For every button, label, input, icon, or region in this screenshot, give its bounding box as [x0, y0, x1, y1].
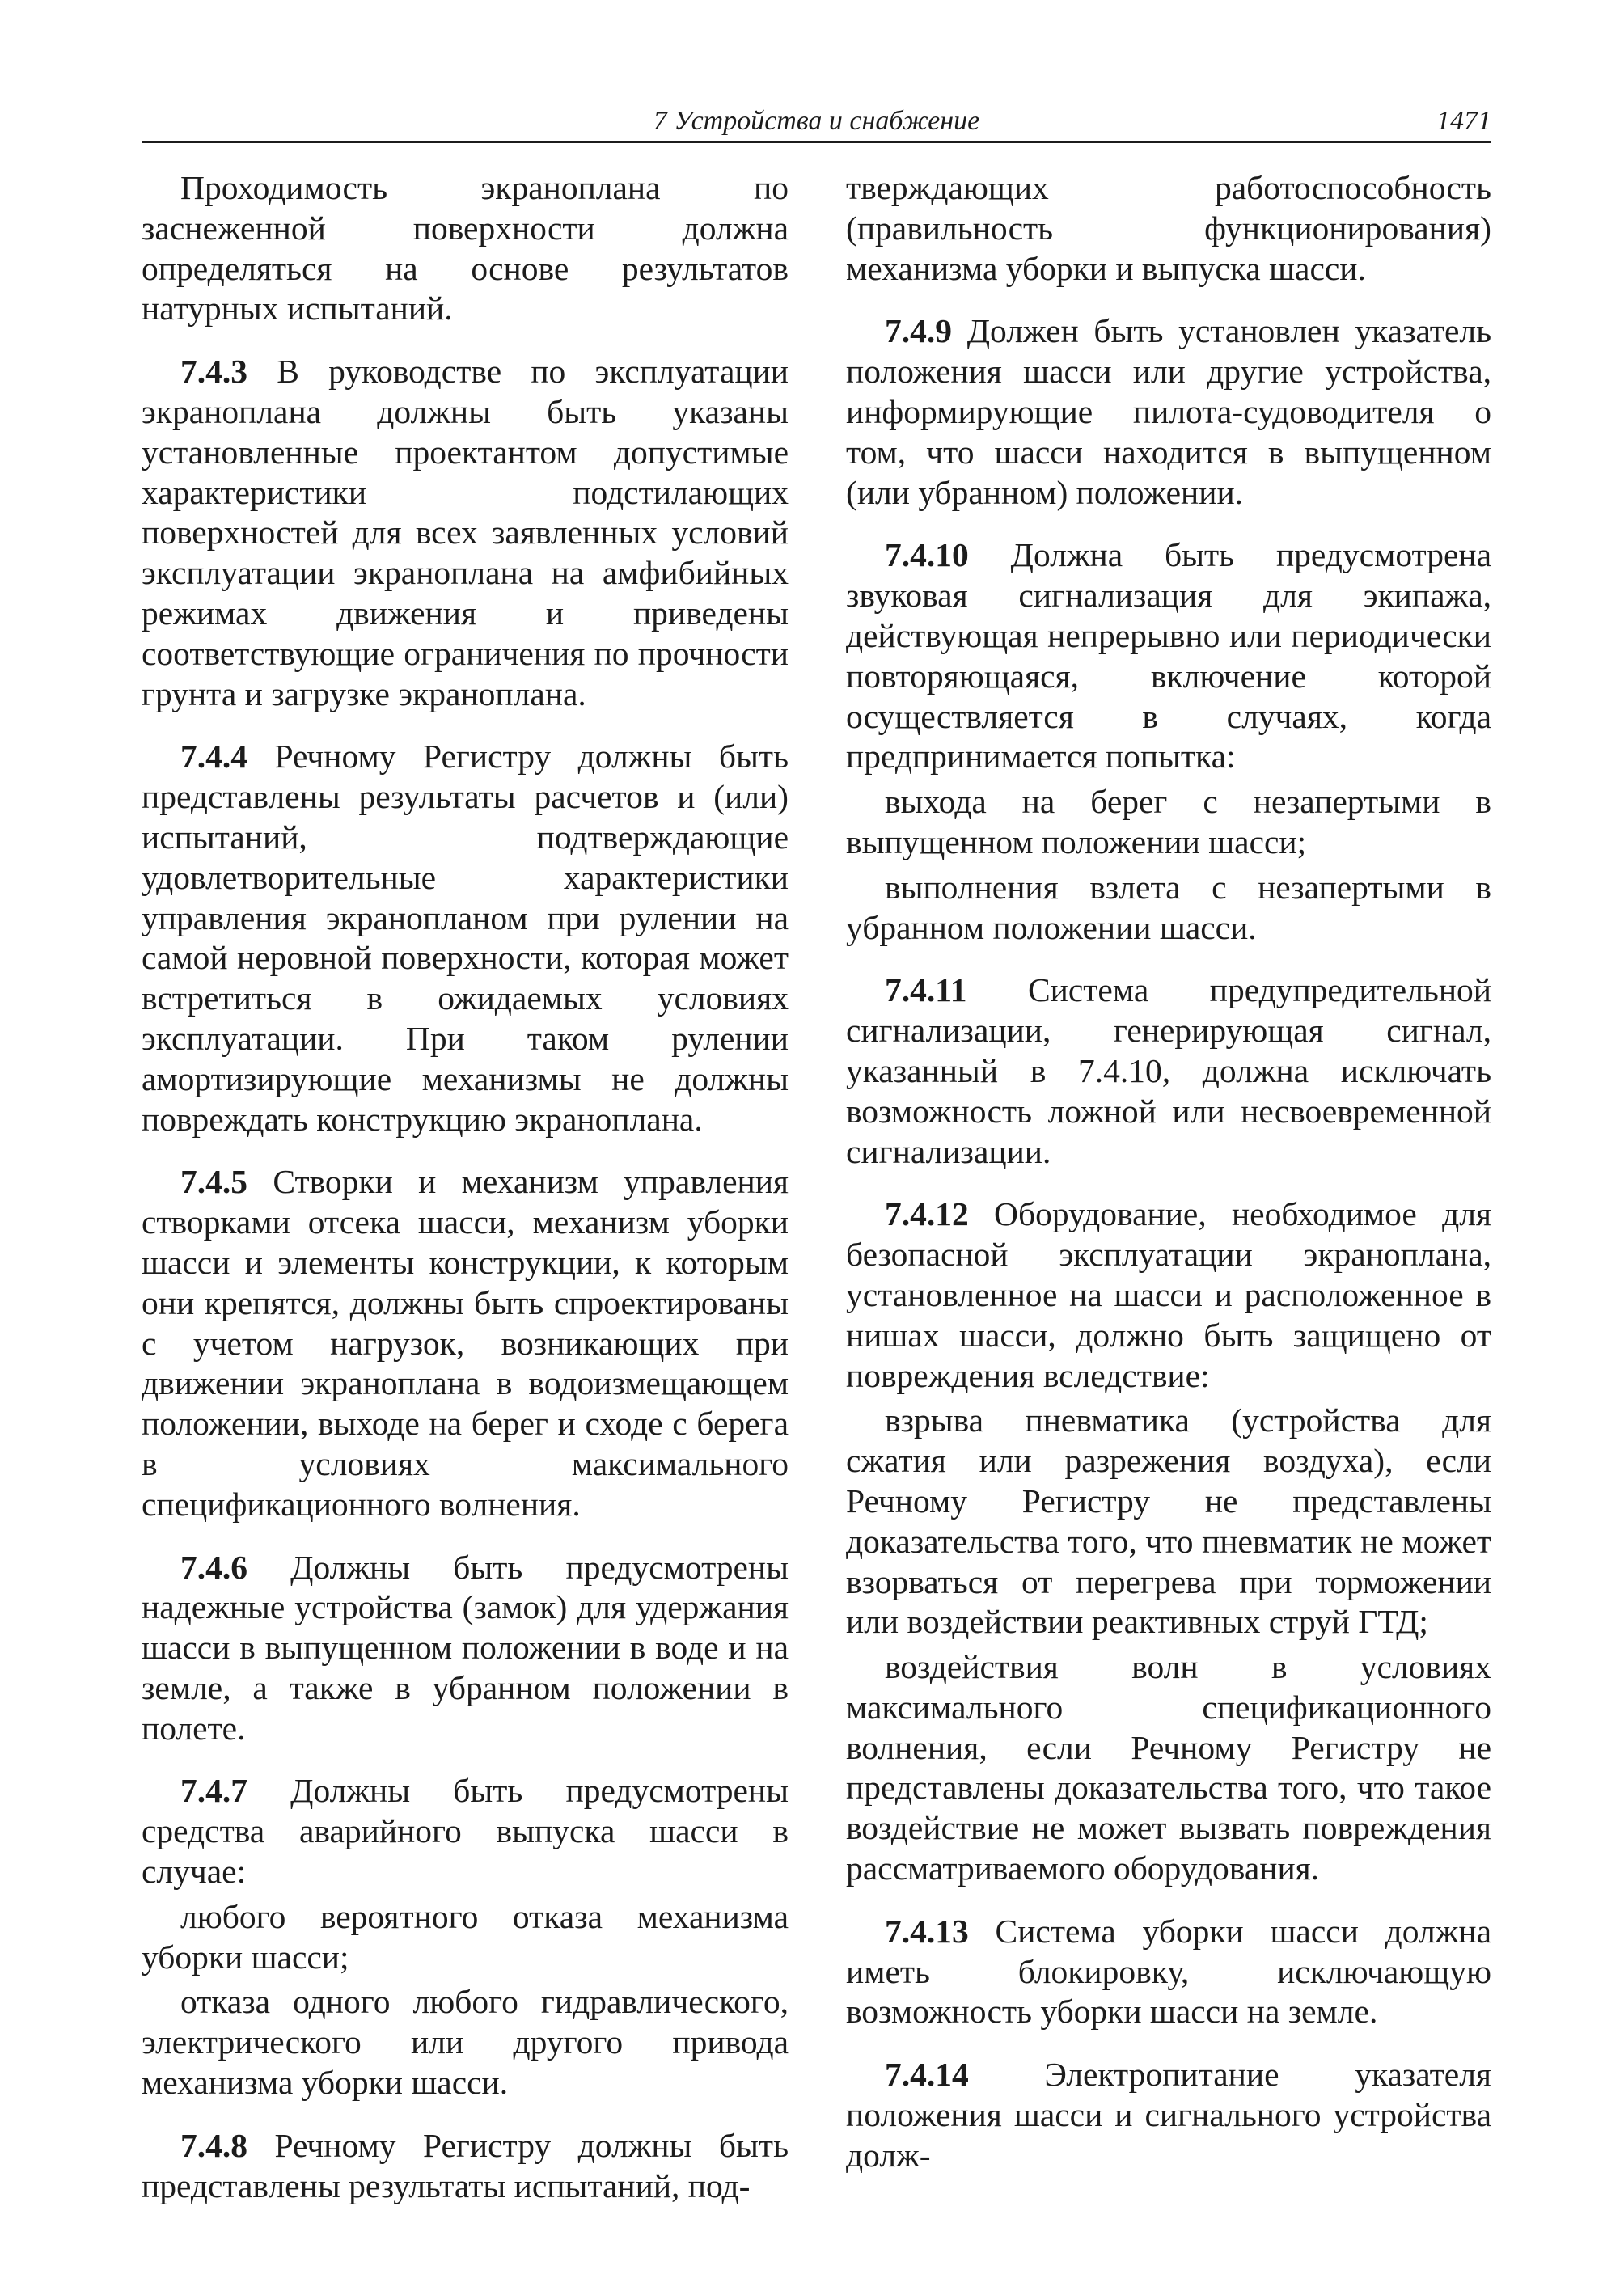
clause-7-4-14: [846, 2055, 1491, 2175]
page-number: 1471: [1436, 106, 1491, 136]
clause-7-4-5: [142, 1162, 789, 1524]
clause-text: Система предупредительной сигнализации, генерирующая сигнал, указанный в 7.4.10, должна исключать возможность ложной или несвоевременной сигнализации.: [846, 971, 1491, 1170]
list-item: отказа одного любого гидравлического, электрического или другого привода механизма уборки шасси.: [142, 1983, 789, 2102]
paragraph-intro: Проходимость экраноплана по заснеженной поверхности должна определяться на основе результатов натурных испытаний.: [142, 169, 789, 328]
clause-text: Должна быть предусмотрена звуковая сигнализация для экипажа, действующая непрерывно или периодически повторяющаяся, включение которой осуществляется в случаях, когда предпринимается попытка:: [846, 536, 1491, 776]
running-title: 7 Устройства и снабжение: [653, 106, 980, 136]
clause-text: Оборудование, необходимое для безопасной эксплуатации экраноплана, установленное на шасси и расположенное в нишах шасси, должно быть защищено от повреждения вследствие:: [846, 1195, 1491, 1394]
clause-number: 7.4.5: [180, 1163, 247, 1201]
clause-7-4-8-continued: тверждающих работоспособность (правильность функционирования) механизма уборки и выпуска шасси.: [846, 169, 1491, 287]
clause-7-4-13: [846, 1912, 1491, 2032]
clause-number: 7.4.7: [180, 1772, 247, 1810]
clause-text: Должны быть предусмотрены надежные устройства (замок) для удержания шасси в выпущенном положении в воде и на земле, а также в убранном положении в полете.: [142, 1548, 789, 1747]
clause-text: Должен быть установлен указатель положения шасси или другие устройства, информирующие пилота-судоводителя о том, что шасси находится в выпущенном (или убранном) положении.: [846, 312, 1491, 511]
clause-7-4-8: [142, 2126, 789, 2207]
clause-number: 7.4.6: [180, 1548, 247, 1586]
clause-7-4-10: [846, 535, 1491, 777]
clause-text: Должны быть предусмотрены средства аварийного выпуска шасси в случае:: [142, 1772, 789, 1891]
clause-text: В руководстве по эксплуатации экраноплана должны быть указаны установленные проектантом допустимые характеристики подстилающих поверхностей для всех заявленных условий эксплуатации экраноплана на амфибийных режимах движения и приведены соответствующие ограничения по прочности грунта и загрузке экраноплана.: [142, 353, 789, 712]
clause-7-4-12: [846, 1194, 1491, 1396]
clause-7-4-6: [142, 1548, 789, 1749]
clause-number: 7.4.4: [180, 738, 247, 776]
left-column: [142, 168, 789, 2229]
list-item: выхода на берег с незапертыми в выпущенном положении шасси;: [846, 783, 1491, 860]
clause-text: Речному Регистру должны быть представлены результаты испытаний, под-: [142, 2126, 789, 2204]
clause-text: Система уборки шасси должна иметь блокировку, исключающую возможность уборки шасси на земле.: [846, 1912, 1491, 2031]
clause-number: 7.4.8: [180, 2126, 247, 2164]
clause-number: 7.4.13: [885, 1912, 969, 1950]
clause-number: 7.4.9: [885, 312, 952, 350]
list-item: взрыва пневматика (устройства для сжатия или разрежения воздуха), если Речному Регистру не представлены доказательства того, что пневматик не может взорваться от перегрева при торможении или воздействии реактивных струй ГТД;: [846, 1401, 1491, 1641]
clause-number: 7.4.14: [885, 2056, 969, 2094]
page-header: [142, 102, 1491, 143]
clause-number: 7.4.12: [885, 1195, 969, 1233]
clause-7-4-9: [846, 311, 1491, 513]
list-item: воздействия волн в условиях максимального спецификационного волнения, если Речному Регистру не представлены доказательства того, что такое воздействие не может вызвать повреждения рассматриваемого оборудования.: [846, 1648, 1491, 1887]
clause-number: 7.4.10: [885, 536, 969, 574]
clause-text: Речному Регистру должны быть представлены результаты расчетов и (или) испытаний, подтверждающие удовлетворительные характеристики управления экранопланом при рулении на самой неровной поверхности, которая может встретиться в ожидаемых условиях эксплуатации. При таком рулении амортизирующие механизмы не должны повреждать конструкцию экраноплана.: [142, 738, 789, 1138]
clause-number: 7.4.11: [885, 971, 967, 1009]
list-item: любого вероятного отказа механизма уборки шасси;: [142, 1897, 789, 1976]
clause-7-4-11: [846, 970, 1491, 1172]
right-column: [846, 168, 1491, 2199]
clause-text: Электропитание указателя положения шасси и сигнального устройства долж-: [846, 2056, 1491, 2174]
clause-7-4-3: [142, 352, 789, 714]
clause-number: 7.4.3: [180, 353, 247, 391]
clause-text: Створки и механизм управления створками отсека шасси, механизм уборки шасси и элементы конструкции, к которым они крепятся, должны быть спроектированы с учетом нагрузок, возникающих при движении экраноплана в водоизмещающем положении, выходе на берег и сходе с берега в условиях максимального спецификационного волнения.: [142, 1163, 789, 1523]
list-item: выполнения взлета с незапертыми в убранном положении шасси.: [846, 868, 1491, 946]
clause-7-4-4: [142, 737, 789, 1139]
clause-7-4-7: [142, 1771, 789, 1892]
